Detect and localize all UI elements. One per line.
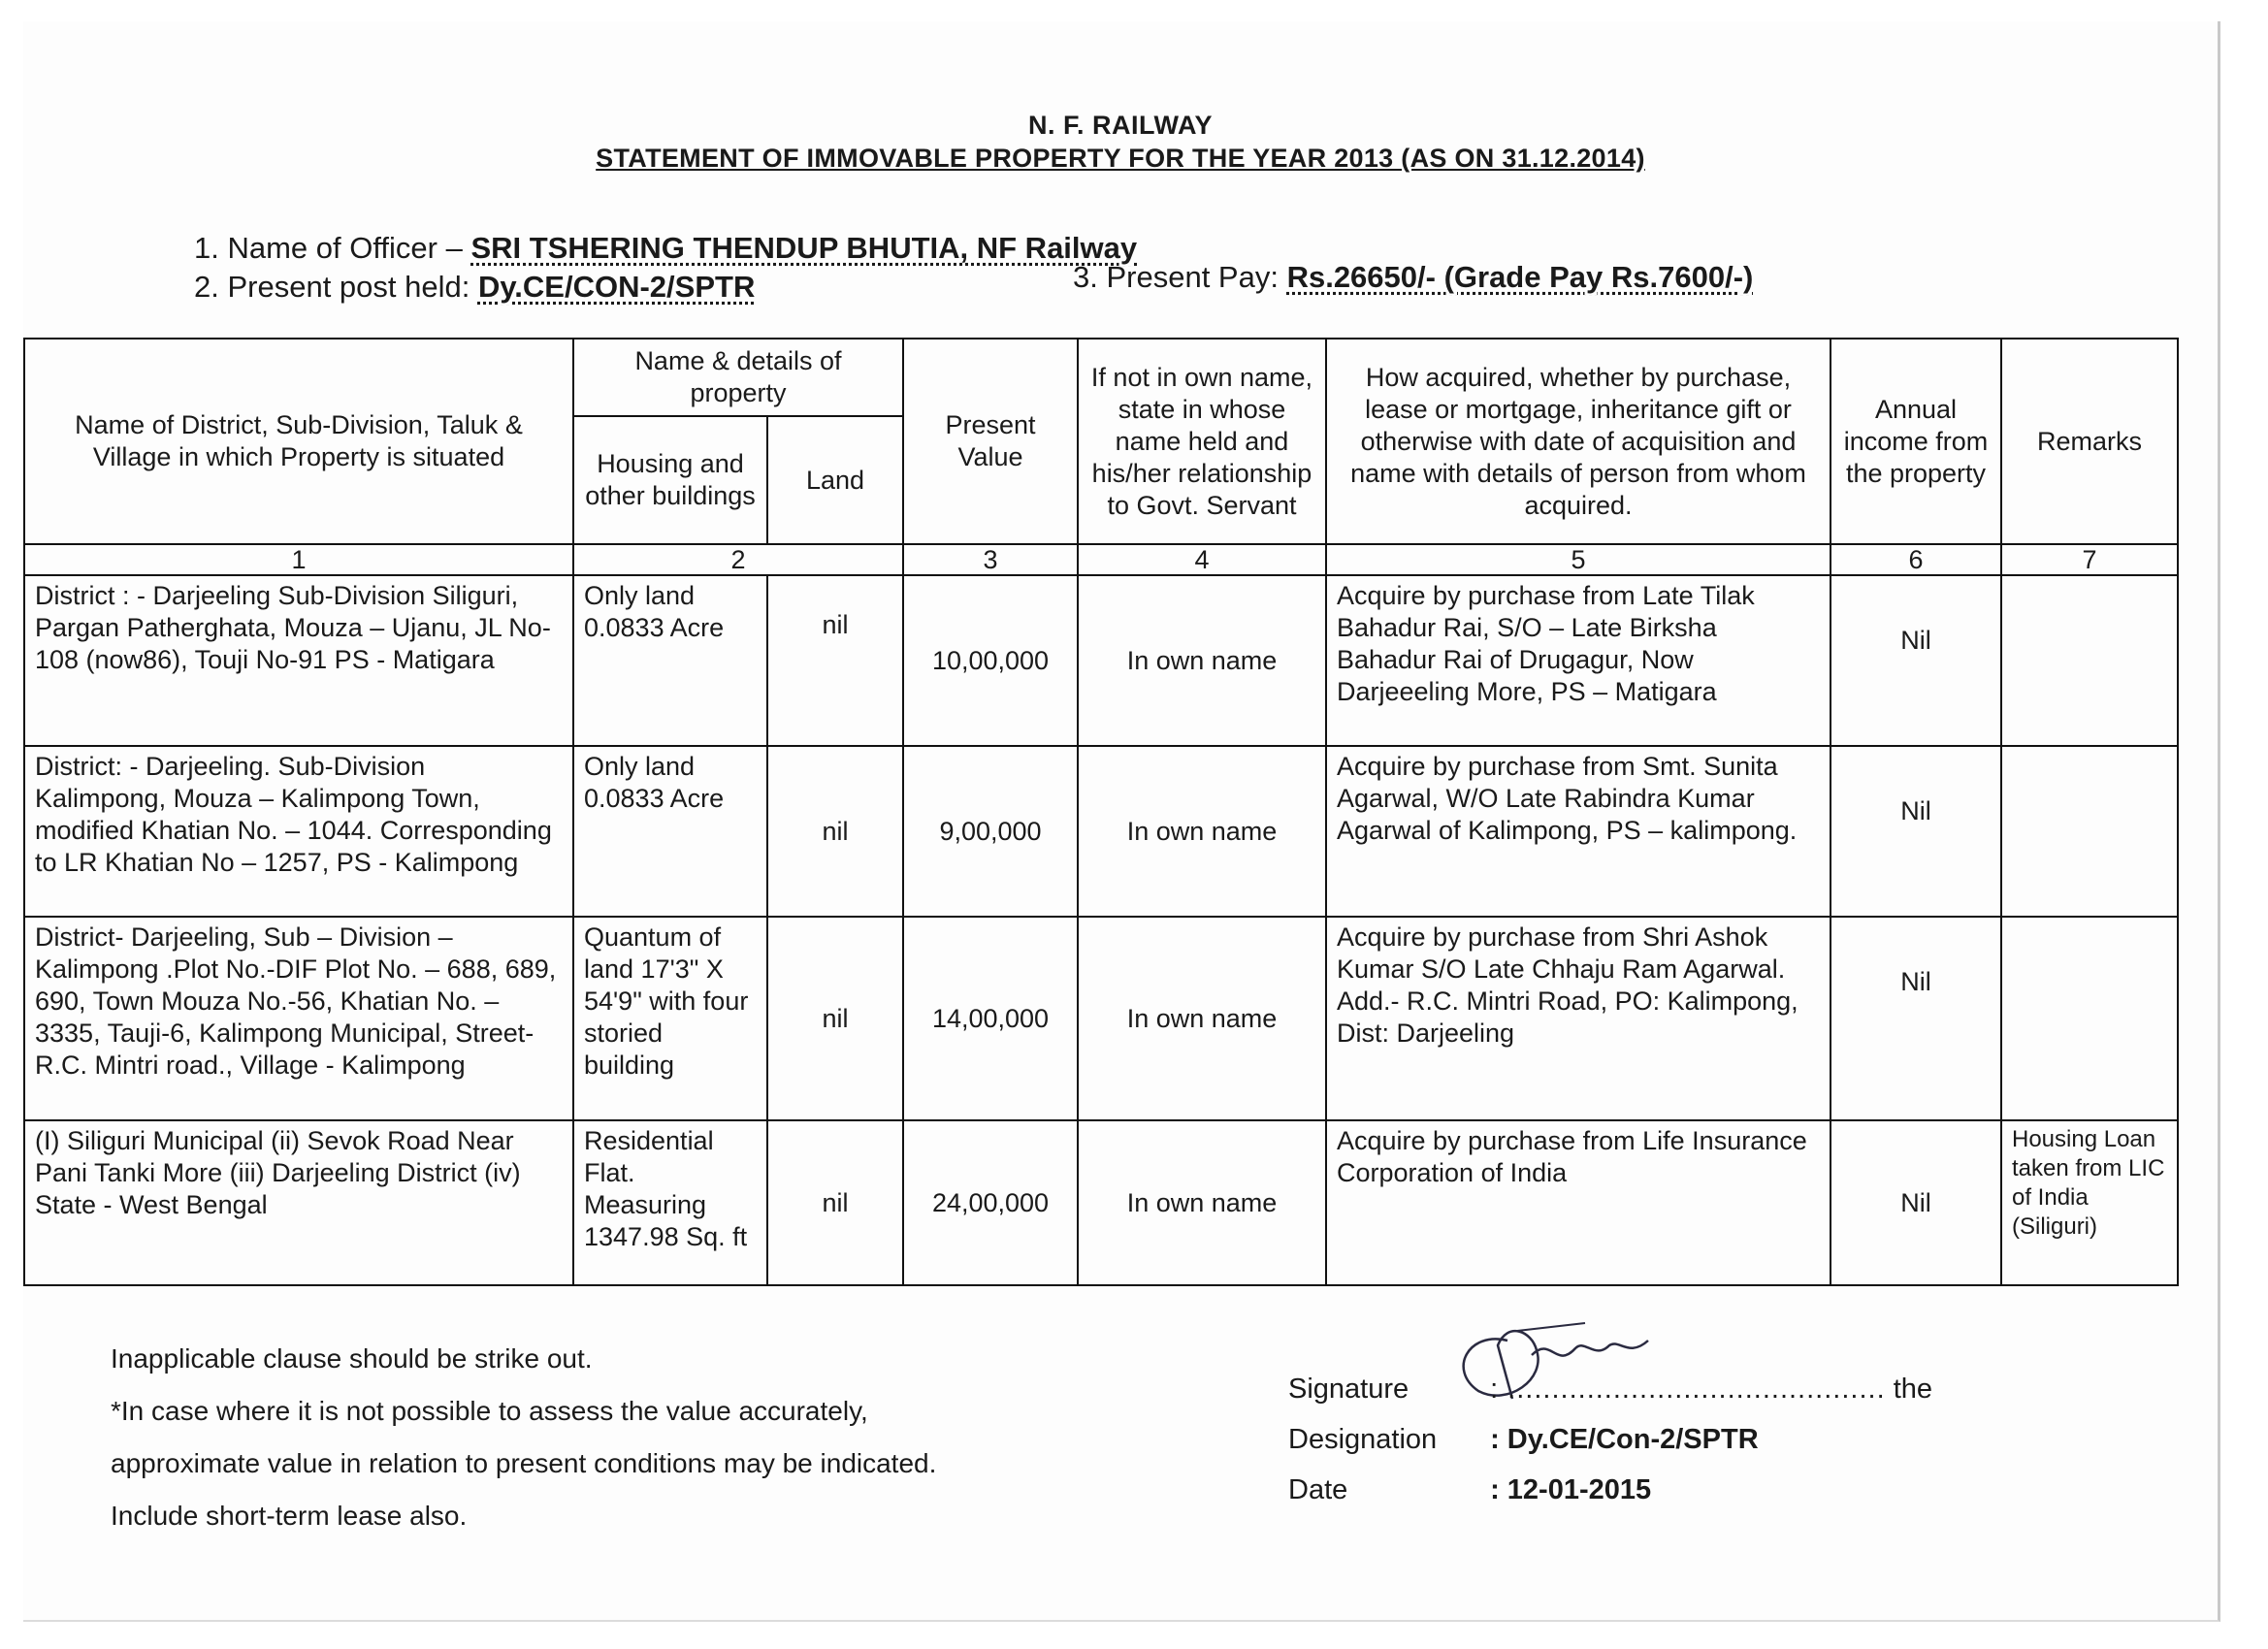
cell-whose-name: In own name bbox=[1078, 575, 1326, 746]
cell-how-acquired: Acquire by purchase from Smt. Sunita Agarwal, W/O Late Rabindra Kumar Agarwal of Kalimpong, PS – kalimpong. bbox=[1326, 746, 1831, 917]
cell-whose-name: In own name bbox=[1078, 746, 1326, 917]
footnotes bbox=[111, 1333, 936, 1542]
footnote-line: approximate value in relation to present conditions may be indicated. bbox=[111, 1448, 937, 1478]
header-housing: Housing and other buildings bbox=[573, 416, 767, 544]
header-how-acquired: How acquired, whether by purchase, lease or mortgage, inheritance gift or otherwise with date of acquisition and name with details of person from whom acquired. bbox=[1326, 339, 1831, 544]
table-row bbox=[24, 917, 2178, 1120]
post-label: 2. Present post held: bbox=[194, 270, 470, 304]
signature-block bbox=[1288, 1364, 1932, 1515]
column-number: 2 bbox=[573, 544, 903, 575]
column-number: 3 bbox=[903, 544, 1078, 575]
header-annual-income: Annual income from the property bbox=[1831, 339, 2001, 544]
cell-how-acquired: Acquire by purchase from Shri Ashok Kumar S/O Late Chhaju Ram Agarwal. Add.- R.C. Mintri Road, PO: Kalimpong, Dist: Darjeeling bbox=[1326, 917, 1831, 1120]
cell-remarks bbox=[2001, 746, 2178, 917]
cell-remarks: Housing Loan taken from LIC of India (Siliguri) bbox=[2001, 1120, 2178, 1285]
header-whose-name: If not in own name, state in whose name held and his/her relationship to Govt. Servant bbox=[1078, 339, 1326, 544]
pay-line bbox=[1073, 260, 1753, 295]
cell-how-acquired: Acquire by purchase from Late Tilak Bahadur Rai, S/O – Late Birksha Bahadur Rai of Drugagur, Now Darjeeeling More, PS – Matigara bbox=[1326, 575, 1831, 746]
footnote-line: Include short-term lease also. bbox=[111, 1501, 468, 1531]
cell-income: Nil bbox=[1831, 917, 2001, 1120]
property-table bbox=[23, 338, 2179, 1286]
table-row bbox=[24, 575, 2178, 746]
signature-suffix: the bbox=[1893, 1374, 1933, 1405]
designation-value: : Dy.CE/Con-2/SPTR bbox=[1490, 1424, 1759, 1455]
footnote-line: Inapplicable clause should be strike out. bbox=[111, 1343, 593, 1374]
designation-line bbox=[1288, 1414, 1932, 1465]
header-present-value: Present Value bbox=[903, 339, 1078, 544]
date-value: : 12-01-2015 bbox=[1490, 1474, 1652, 1505]
column-number: 5 bbox=[1326, 544, 1831, 575]
cell-value: 10,00,000 bbox=[903, 575, 1078, 746]
cell-housing: Quantum of land 17'3" X 54'9" with four storied building bbox=[573, 917, 767, 1120]
cell-value: 14,00,000 bbox=[903, 917, 1078, 1120]
designation-label: Designation bbox=[1288, 1424, 1438, 1455]
cell-income: Nil bbox=[1831, 746, 2001, 917]
statement-title: STATEMENT OF IMMOVABLE PROPERTY FOR THE YEAR 2013 (AS ON 31.12.2014) bbox=[596, 144, 1645, 173]
column-number-row bbox=[24, 544, 2178, 575]
column-number: 1 bbox=[24, 544, 573, 575]
footnote-line: *In case where it is not possible to assess the value accurately, bbox=[111, 1396, 868, 1426]
table-row bbox=[24, 1120, 2178, 1285]
cell-whose-name: In own name bbox=[1078, 1120, 1326, 1285]
column-number: 4 bbox=[1078, 544, 1326, 575]
column-number: 7 bbox=[2001, 544, 2178, 575]
cell-value: 9,00,000 bbox=[903, 746, 1078, 917]
cell-remarks bbox=[2001, 575, 2178, 746]
cell-location: (I) Siliguri Municipal (ii) Sevok Road Near Pani Tanki More (iii) Darjeeling District (iv) State - West Bengal bbox=[24, 1120, 573, 1285]
header-land: Land bbox=[767, 416, 903, 544]
header-remarks: Remarks bbox=[2001, 339, 2178, 544]
header-row-1 bbox=[24, 339, 2178, 416]
cell-land: nil bbox=[767, 1120, 903, 1285]
organization-title: N. F. RAILWAY bbox=[1027, 111, 1214, 140]
cell-housing: Only land 0.0833 Acre bbox=[573, 746, 767, 917]
column-number: 6 bbox=[1831, 544, 2001, 575]
cell-how-acquired: Acquire by purchase from Life Insurance Corporation of India bbox=[1326, 1120, 1831, 1285]
date-label: Date bbox=[1288, 1474, 1348, 1505]
cell-land: nil bbox=[767, 917, 903, 1120]
cell-income: Nil bbox=[1831, 575, 2001, 746]
cell-whose-name: In own name bbox=[1078, 917, 1326, 1120]
officer-name-label: 1. Name of Officer – bbox=[194, 231, 463, 265]
cell-location: District: - Darjeeling. Sub-Division Kalimpong, Mouza – Kalimpong Town, modified Khatian No. – 1044. Corresponding to LR Khatian No – 1257, PS - Kalimpong bbox=[24, 746, 573, 917]
signature-line bbox=[1288, 1364, 1932, 1414]
cell-land: nil bbox=[767, 575, 903, 746]
cell-income: Nil bbox=[1831, 1120, 2001, 1285]
signature-label: Signature bbox=[1288, 1374, 1409, 1405]
post-value: Dy.CE/CON-2/SPTR bbox=[477, 270, 756, 304]
header-location: Name of District, Sub-Division, Taluk & Village in which Property is situated bbox=[24, 339, 573, 544]
document-sheet bbox=[23, 21, 2220, 1622]
cell-value: 24,00,000 bbox=[903, 1120, 1078, 1285]
officer-name-line bbox=[194, 231, 1137, 266]
cell-location: District : - Darjeeling Sub-Division Siliguri, Pargan Patherghata, Mouza – Ujanu, JL No-108 (now86), Touji No-91 PS - Matigara bbox=[24, 575, 573, 746]
cell-land: nil bbox=[767, 746, 903, 917]
cell-remarks bbox=[2001, 917, 2178, 1120]
table-row bbox=[24, 746, 2178, 917]
cell-location: District- Darjeeling, Sub – Division – Kalimpong .Plot No.-DIF Plot No. – 688, 689, 690, Town Mouza No.-56, Khatian No. – 3335, Tauji-6, Kalimpong Municipal, Street- R.C. Mintri road., Village - Kalimpong bbox=[24, 917, 573, 1120]
pay-value: Rs.26650/- (Grade Pay Rs.7600/-) bbox=[1286, 260, 1754, 294]
officer-name-value: SRI TSHERING THENDUP BHUTIA, NF Railway bbox=[470, 231, 1138, 265]
post-line bbox=[194, 270, 755, 305]
cell-housing: Residential Flat. Measuring 1347.98 Sq. ft bbox=[573, 1120, 767, 1285]
header-details-group: Name & details of property bbox=[573, 339, 903, 416]
signature-dots: : ........................................... bbox=[1490, 1374, 1886, 1405]
date-line bbox=[1288, 1465, 1932, 1515]
pay-label: 3. Present Pay: bbox=[1073, 260, 1279, 294]
cell-housing: Only land 0.0833 Acre bbox=[573, 575, 767, 746]
